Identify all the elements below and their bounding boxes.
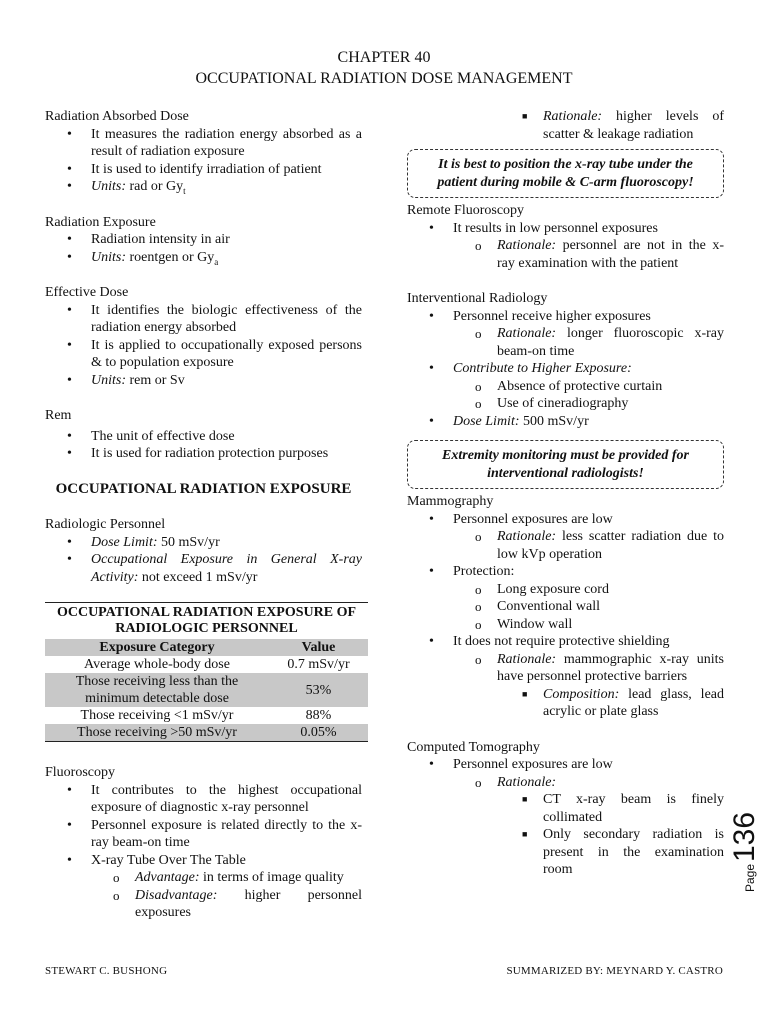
list-item: • Contribute to Higher Exposure: [429, 361, 632, 376]
bullet-list [407, 511, 724, 721]
list-item: • It identifies the biologic effectiveness of the radiation energy absorbed [67, 302, 362, 335]
list-item: • Occupational Exposure in General X-ray Activity: not exceed 1 mSv/yr [67, 552, 362, 585]
bullet-list [45, 782, 362, 922]
bullet-list [407, 108, 724, 143]
list-item: • X-ray Tube Over The Table [67, 852, 246, 868]
footer-author: STEWART C. BUSHONG [45, 965, 168, 977]
section-title: Interventional Radiology [407, 291, 548, 306]
list-item: • It is used to identify irradiation of patient [67, 161, 322, 177]
list-item: • Units: roentgen or $Gy_a$ [67, 249, 219, 267]
section-title: Radiation Exposure [45, 214, 156, 230]
bullet-list [45, 302, 362, 390]
list-item: • The unit of effective dose [67, 428, 235, 444]
chapter-title: OCCUPATIONAL RADIATION DOSE MANAGEMENT [195, 70, 573, 87]
list-item: • It measures the radiation energy absorbed as a result of radiation exposure [67, 126, 362, 159]
section-interventional-radiology [407, 290, 724, 430]
table-cell: Those receiving <1 mSv/yr [80, 708, 234, 723]
list-item: o Conventional wall [475, 599, 601, 614]
section-effective-dose [45, 284, 362, 389]
section-heading: OCCUPATIONAL RADIATION EXPOSURE [55, 480, 352, 497]
list-item: • Personnel exposures are low [429, 511, 613, 527]
exposure-table [45, 602, 368, 742]
page-label: Page [743, 863, 757, 892]
list-item: o Absence of protective curtain [475, 378, 663, 394]
page-number-value: 136 [728, 812, 761, 862]
section-title: Mammography [407, 494, 494, 509]
section-remote-fluoroscopy [407, 202, 724, 272]
table-row [45, 724, 368, 742]
list-item: ■ Only secondary radiation is present in the examination room [522, 827, 724, 877]
list-item: o Window wall [475, 616, 573, 632]
section-radiologic-personnel [45, 516, 362, 586]
section-computed-tomography [407, 739, 724, 879]
list-item: • Personnel receive higher exposures [429, 308, 651, 324]
footer-summarizer: SUMMARIZED BY: MEYNARD Y. CASTRO [506, 965, 723, 977]
list-item: o Disadvantage: higher personnel exposures [113, 887, 362, 920]
list-item: ■ CT x-ray beam is finely collimated [522, 792, 724, 825]
table-cell: 88% [305, 708, 332, 723]
list-item: • Protection: [429, 564, 515, 579]
table-cell: 0.05% [269, 724, 368, 742]
list-item: • Dose Limit: 500 mSv/yr [429, 413, 589, 429]
table-caption: OCCUPATIONAL RADIATION EXPOSURE OF RADIOLOGIC PERSONNEL [45, 603, 368, 640]
bullet-list [45, 534, 362, 587]
list-item: o Rationale: personnel are not in the x-ray examination with the patient [475, 238, 724, 271]
bullet-list [407, 220, 724, 273]
list-item: o Rationale: longer fluoroscopic x-ray beam-on time [475, 326, 724, 359]
list-item: ■ Composition: lead glass, lead acrylic or plate glass [522, 686, 724, 719]
chapter-number: CHAPTER 40 [337, 49, 431, 66]
list-item: ■ Rationale: higher levels of scatter & leakage radiation [522, 109, 724, 142]
list-item: • It is applied to occupationally exposed persons & to population exposure [67, 337, 362, 370]
bullet-list [45, 231, 362, 266]
list-item: • Personnel exposure is related directly to the x-ray beam-on time [67, 817, 362, 850]
list-item: • Personnel exposures are low [429, 757, 613, 772]
page-header [0, 47, 768, 89]
list-item: • Units: rem or Sv [67, 372, 185, 388]
list-item: o Use of cineradiography [475, 396, 629, 411]
section-title: Remote Fluoroscopy [407, 203, 525, 218]
column-header: Exposure Category [45, 639, 269, 656]
bullet-list [407, 756, 724, 879]
table-cell: 53% [269, 673, 368, 707]
callout-box: Extremity monitoring must be provided for interventional radiologists! [407, 440, 724, 489]
list-item: • Radiation intensity in air [67, 232, 230, 247]
list-item: • Dose Limit: 50 mSv/yr [67, 534, 220, 550]
table-cell: 0.7 mSv/yr [287, 657, 350, 672]
bullet-list [407, 308, 724, 431]
section-title: Effective Dose [45, 285, 129, 300]
section-fluoroscopy [45, 764, 362, 922]
bullet-list [45, 126, 362, 196]
callout-box: It is best to position the x-ray tube under the patient during mobile & C-arm fluoroscopy! [407, 149, 724, 198]
table-row [45, 707, 368, 724]
page-number [718, 812, 762, 892]
list-item: o Long exposure cord [475, 581, 609, 597]
section-mammography [407, 493, 724, 721]
list-item: o Rationale: mammographic x-ray units have personnel protective barriers [475, 651, 724, 684]
list-item: • Units: rad or $Gy_t$ [67, 179, 186, 196]
table-row [45, 673, 368, 707]
right-column [407, 108, 724, 879]
section-title: Radiation Absorbed Dose [45, 109, 189, 124]
section-rem [45, 407, 362, 463]
table-row [45, 656, 368, 673]
list-item: • It contributes to the highest occupational exposure of diagnostic x-ray personnel [67, 782, 362, 815]
list-item: o Advantage: in terms of image quality [113, 870, 344, 885]
section-title: Rem [45, 408, 72, 423]
section-absorbed-dose [45, 108, 362, 196]
bullet-list [45, 428, 362, 463]
section-title: Computed Tomography [407, 739, 540, 755]
section-radiation-exposure [45, 214, 362, 267]
list-item: o Rationale: [475, 774, 557, 790]
list-item: o Rationale: less scatter radiation due to low kVp operation [475, 529, 724, 562]
left-column [45, 108, 362, 922]
table-cell: Those receiving less than the minimum detectable dose [45, 673, 269, 707]
table-cell: Average whole-body dose [84, 657, 230, 672]
section-title: Fluoroscopy [45, 765, 115, 780]
section-title: Radiologic Personnel [45, 517, 166, 532]
list-item: • It does not require protective shielding [429, 634, 670, 649]
table-cell: Those receiving >50 mSv/yr [45, 724, 269, 742]
list-item: • It results in low personnel exposures [429, 220, 658, 236]
table-header-row [45, 639, 368, 656]
list-item: • It is used for radiation protection purposes [67, 446, 329, 461]
column-header: Value [269, 639, 368, 656]
